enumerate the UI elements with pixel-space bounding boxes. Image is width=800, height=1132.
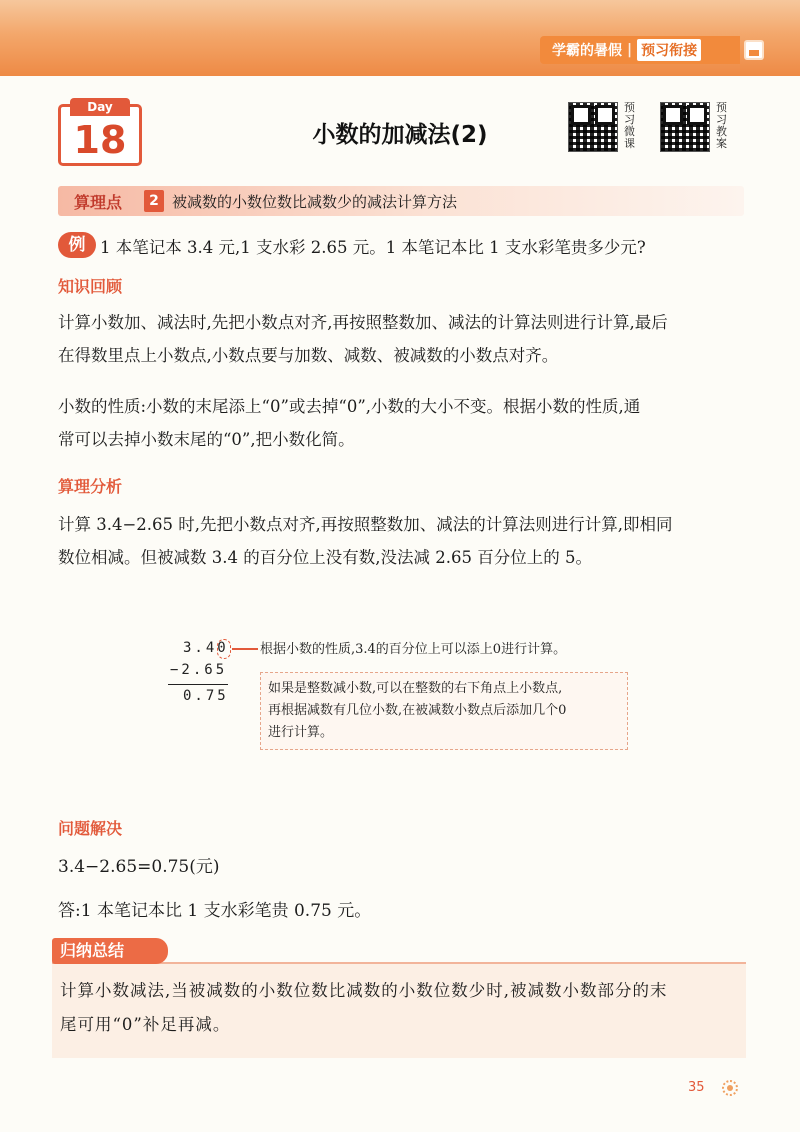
review-p2-line2: 常可以去掉小数末尾的“0”,把小数化简。 (58, 430, 355, 449)
summary-line1: 计算小数减法,当被减数的小数位数比减数的小数位数少时,被减数小数部分的末 (60, 981, 668, 1000)
summary-tag: 归纳总结 (52, 938, 168, 964)
analysis-line2: 数位相减。但被减数 3.4 的百分位上没有数,没法减 2.65 百分位上的 5。 (58, 548, 592, 567)
brand-tag: 预习衔接 (637, 39, 701, 61)
book-icon (744, 40, 764, 60)
calc-rule (168, 684, 228, 685)
calc-subtrahend: −2.65 (170, 662, 228, 678)
example-badge: 例 (58, 232, 96, 258)
solution-equation: 3.4−2.65=0.75(元) (58, 857, 220, 877)
note2-line1: 如果是整数减小数,可以在整数的右下角点上小数点, (268, 681, 563, 696)
key-point-number: 2 (144, 190, 164, 212)
qr-label-preview-plan: 预习教案 (716, 101, 727, 150)
page-number: 35 (688, 1080, 705, 1095)
summary-text (60, 974, 744, 1042)
calc-minuend: 3.40 (183, 640, 229, 656)
key-point-text: 被减数的小数位数比减数少的减法计算方法 (172, 193, 458, 211)
note2-line2: 再根据减数有几位小数,在被减数小数点后添加几个0 (268, 703, 567, 718)
annotation-pointer (232, 648, 258, 650)
example-text: 1 本笔记本 3.4 元,1 支水彩 2.65 元。1 本笔记本比 1 支水彩笔贵多少元? (100, 238, 646, 257)
review-paragraph-2 (58, 390, 748, 456)
review-p1-line1: 计算小数加、减法时,先把小数点对齐,再按照整数加、减法的计算法则进行计算,最后 (58, 313, 668, 332)
review-paragraph-1 (58, 306, 748, 372)
review-title: 知识回顾 (58, 277, 123, 296)
review-p1-line2: 在得数里点上小数点,小数点要与加数、减数、被减数的小数点对齐。 (58, 346, 559, 365)
day-label: Day (70, 98, 130, 116)
sun-icon (722, 1080, 738, 1096)
solution-title: 问题解决 (58, 819, 123, 838)
day-number: 18 (73, 118, 127, 162)
analysis-title: 算理分析 (58, 477, 123, 496)
calc-note-1: 根据小数的性质,3.4的百分位上可以添上0进行计算。 (260, 642, 567, 657)
analysis-paragraph (58, 508, 748, 574)
qr-code-icon[interactable] (568, 102, 618, 152)
page-title: 小数的加减法(2) (312, 122, 488, 148)
review-p2-line1: 小数的性质:小数的末尾添上“0”或去掉“0”,小数的大小不变。根据小数的性质,通 (58, 397, 641, 416)
summary-line2: 尾可用“0”补足再减。 (60, 1015, 231, 1034)
calc-note-2 (268, 678, 628, 744)
qr-code-icon[interactable] (660, 102, 710, 152)
key-point-label: 算理点 (74, 193, 123, 212)
added-zero-highlight (217, 639, 231, 659)
series-brand-tab (540, 36, 740, 64)
analysis-line1: 计算 3.4−2.65 时,先把小数点对齐,再按照整数加、减法的计算法则进行计算,即相同 (58, 515, 673, 534)
solution-answer: 答:1 本笔记本比 1 支水彩笔贵 0.75 元。 (58, 901, 372, 921)
brand-separator: | (627, 42, 633, 58)
note2-line3: 进行计算。 (268, 725, 334, 740)
calc-result: 0.75 (183, 688, 229, 704)
qr-label-preview-lesson: 预习微课 (624, 101, 635, 150)
brand-name: 学霸的暑假 (552, 43, 622, 59)
